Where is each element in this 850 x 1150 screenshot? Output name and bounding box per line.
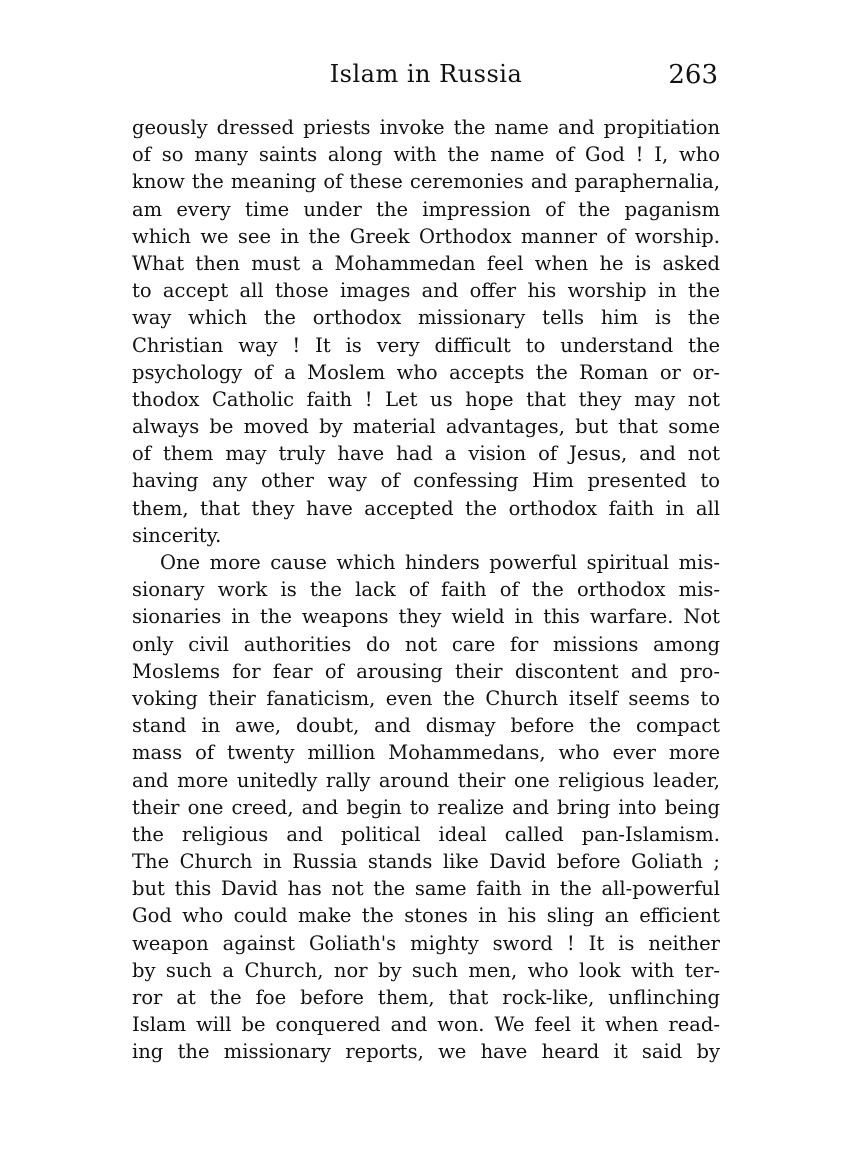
text-line: by such a Church, nor by such men, who look with ter-: [132, 958, 720, 982]
running-title: Islam in Russia: [329, 60, 523, 88]
paragraph-first-line: One more cause which hinders powerful spiritual mis-: [160, 551, 720, 574]
text-line: Christian way ! It is very difficult to understand the: [132, 333, 720, 357]
text-line: having any other way of confessing Him presented to: [132, 469, 720, 493]
text-line: stand in awe, doubt, and dismay before the compact: [132, 714, 720, 738]
text-line: of so many saints along with the name of God ! I, who: [132, 143, 720, 167]
text-line: them, that they have accepted the orthodox faith in all: [132, 496, 720, 520]
text-line: The Church in Russia stands like David before Goliath ;: [132, 850, 720, 874]
text-line: mass of twenty million Mohammedans, who ever more: [132, 741, 720, 765]
text-line: ror at the foe before them, that rock-like, unflinching: [132, 986, 720, 1009]
text-line: voking their fanaticism, even the Church itself seems to: [132, 686, 720, 710]
page-number: 263: [668, 60, 718, 90]
text-line: sionary work is the lack of faith of the orthodox mis-: [132, 578, 720, 602]
text-line: Islam will be conquered and won. We feel it when read-: [132, 1013, 720, 1037]
text-line: always be moved by material advantages, but that some: [132, 415, 720, 439]
text-line: sionaries in the weapons they wield in this warfare. Not: [132, 605, 720, 629]
body-text: [132, 114, 720, 1066]
running-head: [132, 60, 720, 100]
paragraph-end-line: sincerity.: [132, 523, 222, 547]
text-line: only civil authorities do not care for missions among: [132, 632, 720, 656]
text-line: weapon against Goliath's mighty sword ! It is neither: [132, 931, 720, 955]
text-line: am every time under the impression of the paganism: [132, 197, 720, 221]
text-line: the religious and political ideal called pan-Islamism.: [132, 822, 720, 846]
text-line: Moslems for fear of arousing their discontent and pro-: [132, 659, 720, 683]
text-line: way which the orthodox missionary tells him is the: [132, 306, 720, 330]
text-line: thodox Catholic faith ! Let us hope that they may not: [132, 387, 720, 411]
text-line: psychology of a Moslem who accepts the Roman or or-: [132, 360, 720, 384]
text-line: their one creed, and begin to realize and bring into being: [132, 795, 720, 819]
text-line: know the meaning of these ceremonies and paraphernalia,: [132, 170, 720, 194]
text-line: What then must a Mohammedan feel when he is asked: [132, 251, 720, 275]
text-line: of them may truly have had a vision of Jesus, and not: [132, 442, 720, 466]
text-line: God who could make the stones in his sling an efficient: [132, 904, 720, 928]
text-line: ing the missionary reports, we have heard it said by: [132, 1040, 720, 1064]
text-line: to accept all those images and offer his worship in the: [132, 279, 720, 303]
text-line: which we see in the Greek Orthodox manner of worship.: [132, 224, 720, 248]
text-line: but this David has not the same faith in the all-powerful: [132, 877, 720, 901]
text-line: geously dressed priests invoke the name and propitiation: [132, 116, 720, 139]
text-line: and more unitedly rally around their one religious leader,: [132, 768, 720, 792]
